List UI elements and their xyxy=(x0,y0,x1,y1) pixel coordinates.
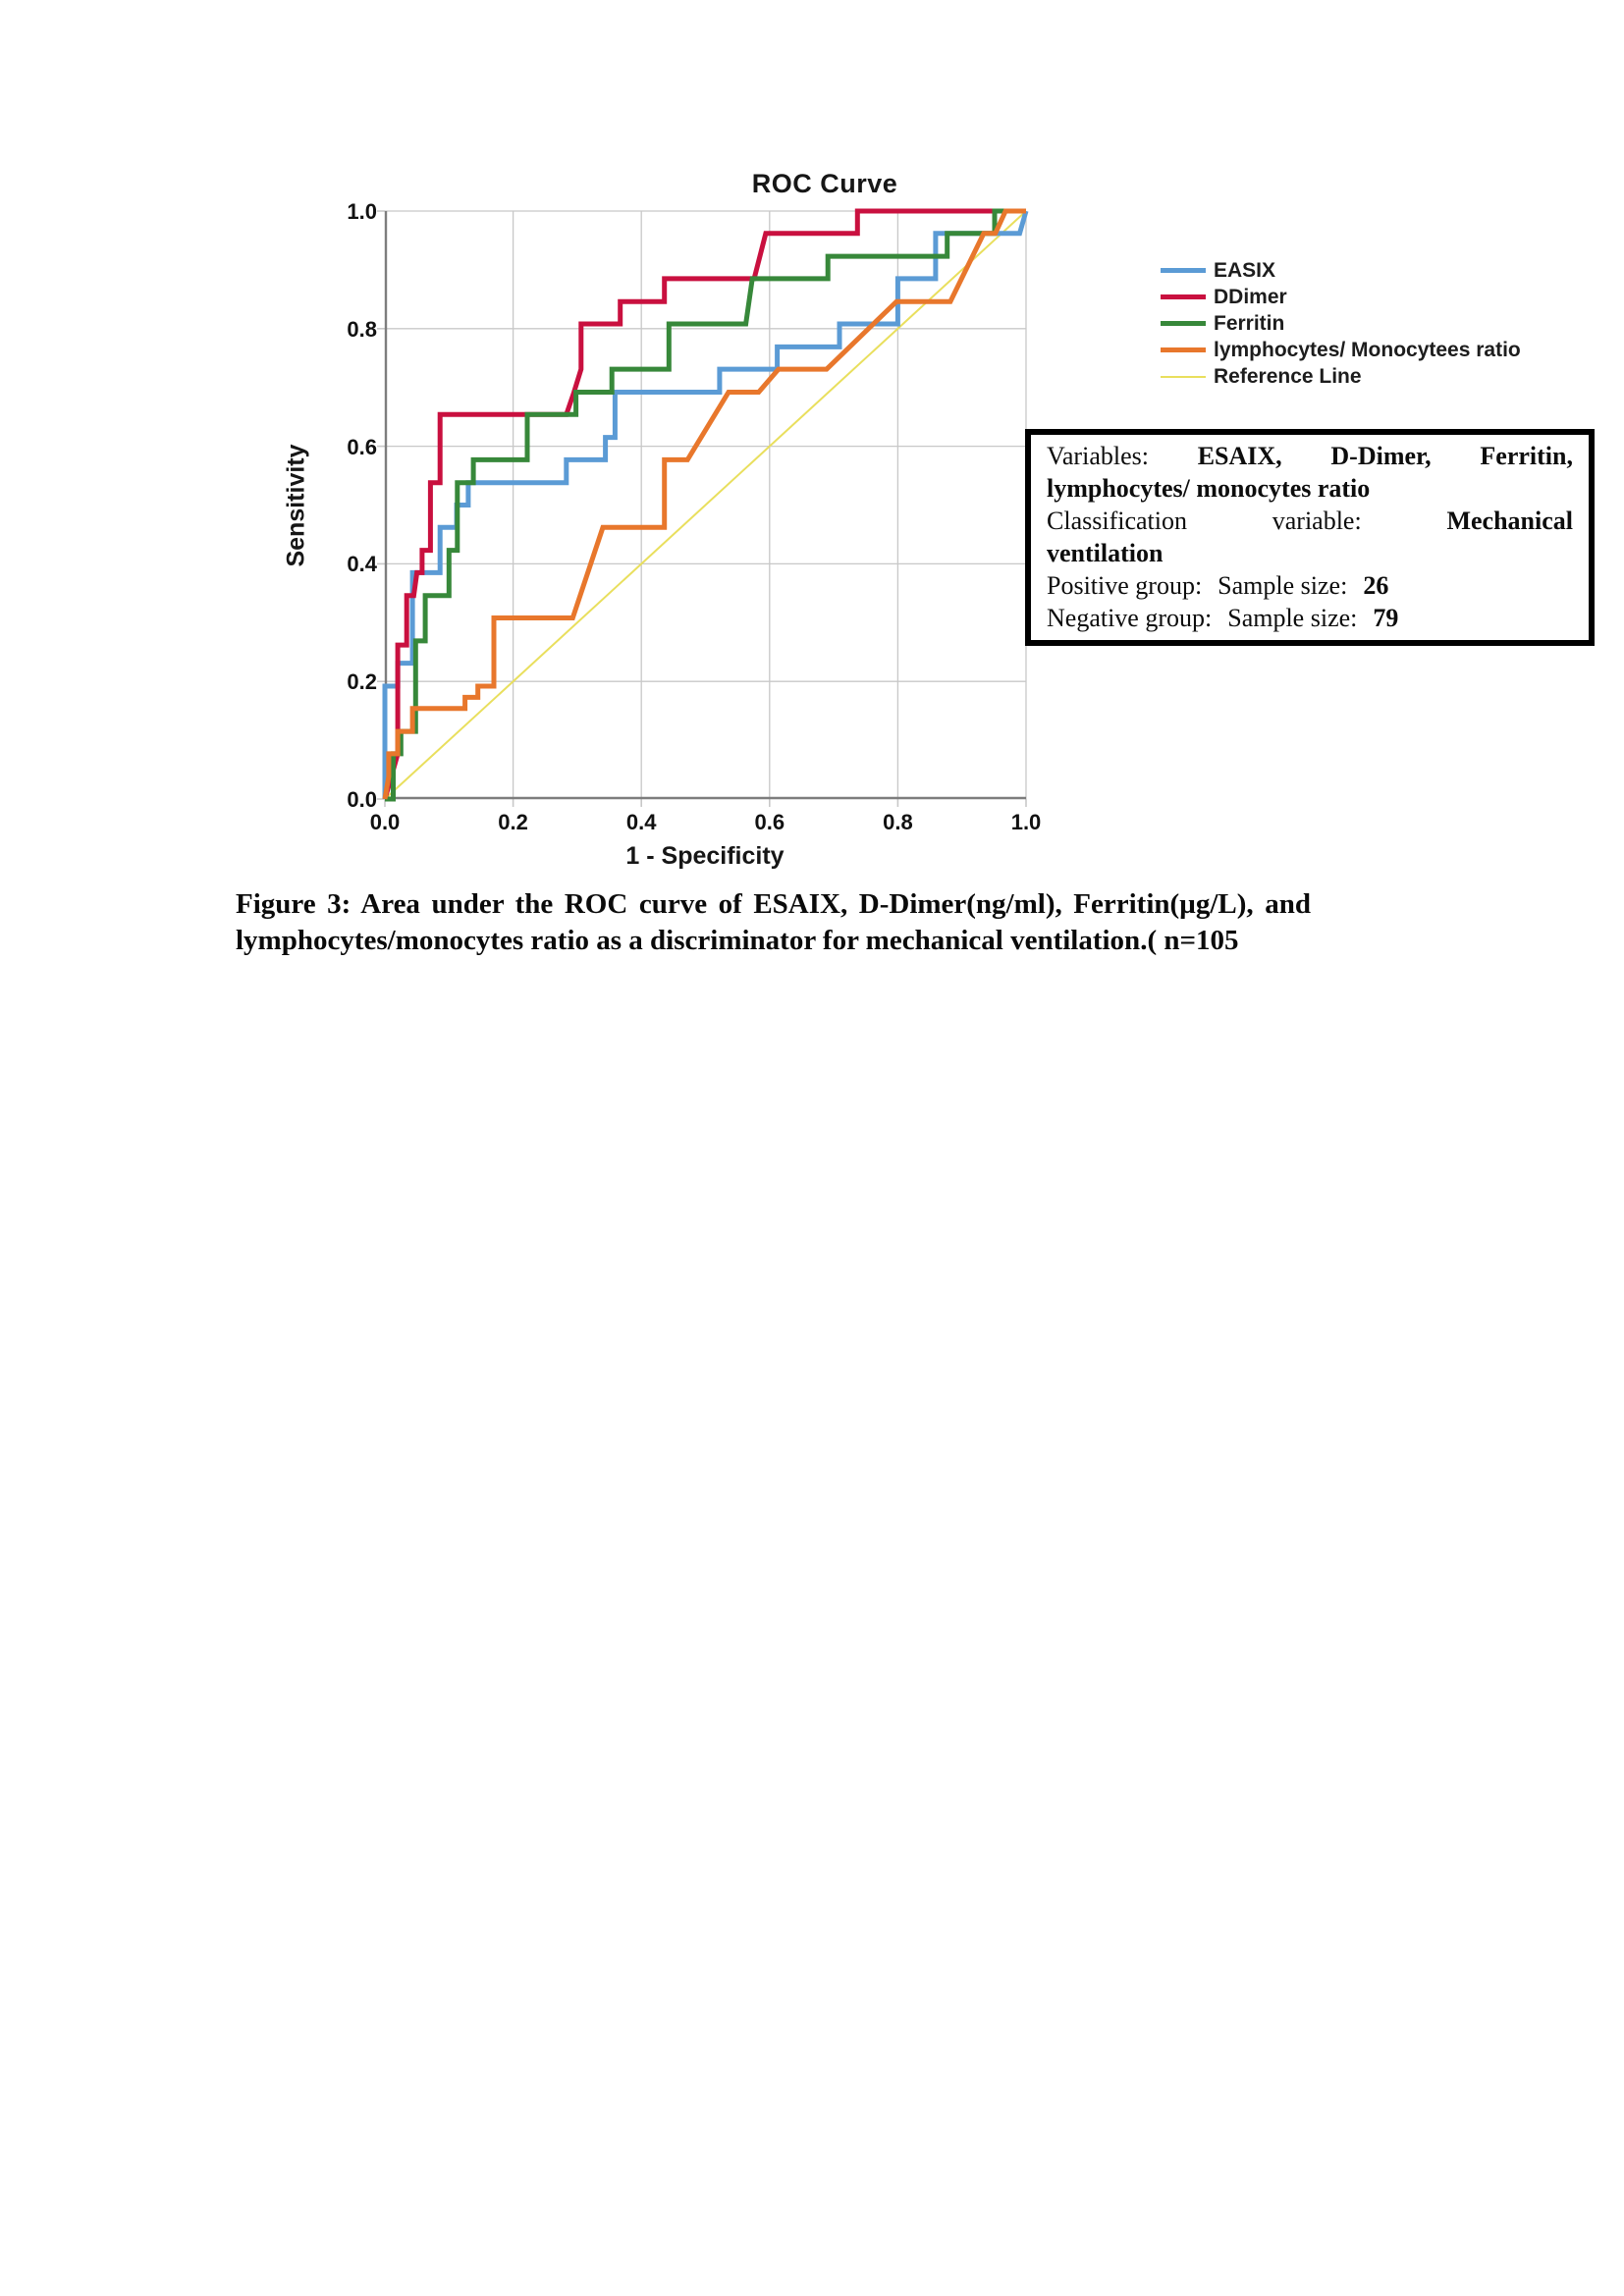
y-tick-label: 1.0 xyxy=(347,199,377,224)
y-tick-label: 0.6 xyxy=(347,434,377,459)
legend-label: lymphocytes/ Monocytees ratio xyxy=(1214,338,1521,361)
info-box-line xyxy=(1047,569,1573,602)
x-axis-title: 1 - Specificity xyxy=(625,842,785,870)
x-tick-label: 0.2 xyxy=(498,810,528,834)
info-box-line xyxy=(1047,537,1573,569)
x-tick-label: 0.4 xyxy=(625,810,657,834)
roc-plot-area xyxy=(385,211,1026,799)
info-box-value: lymphocytes/ monocytes ratio xyxy=(1047,474,1371,503)
figure-caption-line-1: Figure 3: Area under the ROC curve of ESAIX, D-Dimer(ng/ml), Ferritin(µg/L), and xyxy=(236,888,1311,920)
info-box-value: ESAIX, xyxy=(1197,442,1282,470)
legend-line-swatch xyxy=(1161,268,1206,273)
y-tick-label: 0.4 xyxy=(347,552,377,577)
y-tick-label: 0.8 xyxy=(347,316,377,342)
y-axis-title: Sensitivity xyxy=(282,444,310,567)
info-box-label: Classification xyxy=(1047,507,1187,535)
figure-caption xyxy=(236,886,1311,959)
info-box-value: ventilation xyxy=(1047,539,1164,567)
y-tick-label: 0.2 xyxy=(347,669,377,695)
x-tick-label: 1.0 xyxy=(1010,810,1042,834)
x-tick-label: 0.6 xyxy=(754,810,785,834)
legend-label: Reference Line xyxy=(1214,364,1362,388)
info-box-value: 26 xyxy=(1363,571,1389,600)
info-box-value: 79 xyxy=(1373,604,1399,632)
legend-row xyxy=(1161,257,1521,284)
figure-caption-line-2: lymphocytes/monocytes ratio as a discriminator for mechanical ventilation.( n=105 xyxy=(236,925,1239,956)
info-box-value: Mechanical xyxy=(1446,507,1573,535)
legend-row xyxy=(1161,337,1521,363)
x-tick-label: 0.8 xyxy=(883,810,913,834)
info-box-line xyxy=(1047,472,1573,505)
legend-label: Ferritin xyxy=(1214,311,1285,335)
legend-label: DDimer xyxy=(1214,285,1287,308)
info-box-line xyxy=(1047,602,1573,634)
legend-row xyxy=(1161,363,1521,390)
chart-legend xyxy=(1161,257,1521,390)
info-box-label: variable: xyxy=(1272,507,1362,535)
legend-line-swatch xyxy=(1161,376,1206,378)
legend-line-swatch xyxy=(1161,321,1206,326)
x-tick-label: 0.0 xyxy=(369,810,401,834)
info-box-value: Ferritin, xyxy=(1480,442,1573,470)
info-box-label: Negative group: xyxy=(1047,604,1213,632)
legend-label: EASIX xyxy=(1214,258,1276,282)
chart-title: ROC Curve xyxy=(751,169,898,198)
info-box-label: Variables: xyxy=(1047,442,1149,470)
analysis-info-box xyxy=(1025,429,1595,646)
legend-row xyxy=(1161,284,1521,310)
legend-row xyxy=(1161,310,1521,337)
info-box-label: Sample size: xyxy=(1218,571,1348,600)
info-box-line xyxy=(1047,440,1573,472)
info-box-label: Positive group: xyxy=(1047,571,1203,600)
legend-line-swatch xyxy=(1161,294,1206,299)
y-tick-label: 0.0 xyxy=(347,787,377,812)
legend-line-swatch xyxy=(1161,347,1206,352)
info-box-line xyxy=(1047,505,1573,537)
info-box-label: Sample size: xyxy=(1227,604,1358,632)
info-box-value: D-Dimer, xyxy=(1330,442,1432,470)
